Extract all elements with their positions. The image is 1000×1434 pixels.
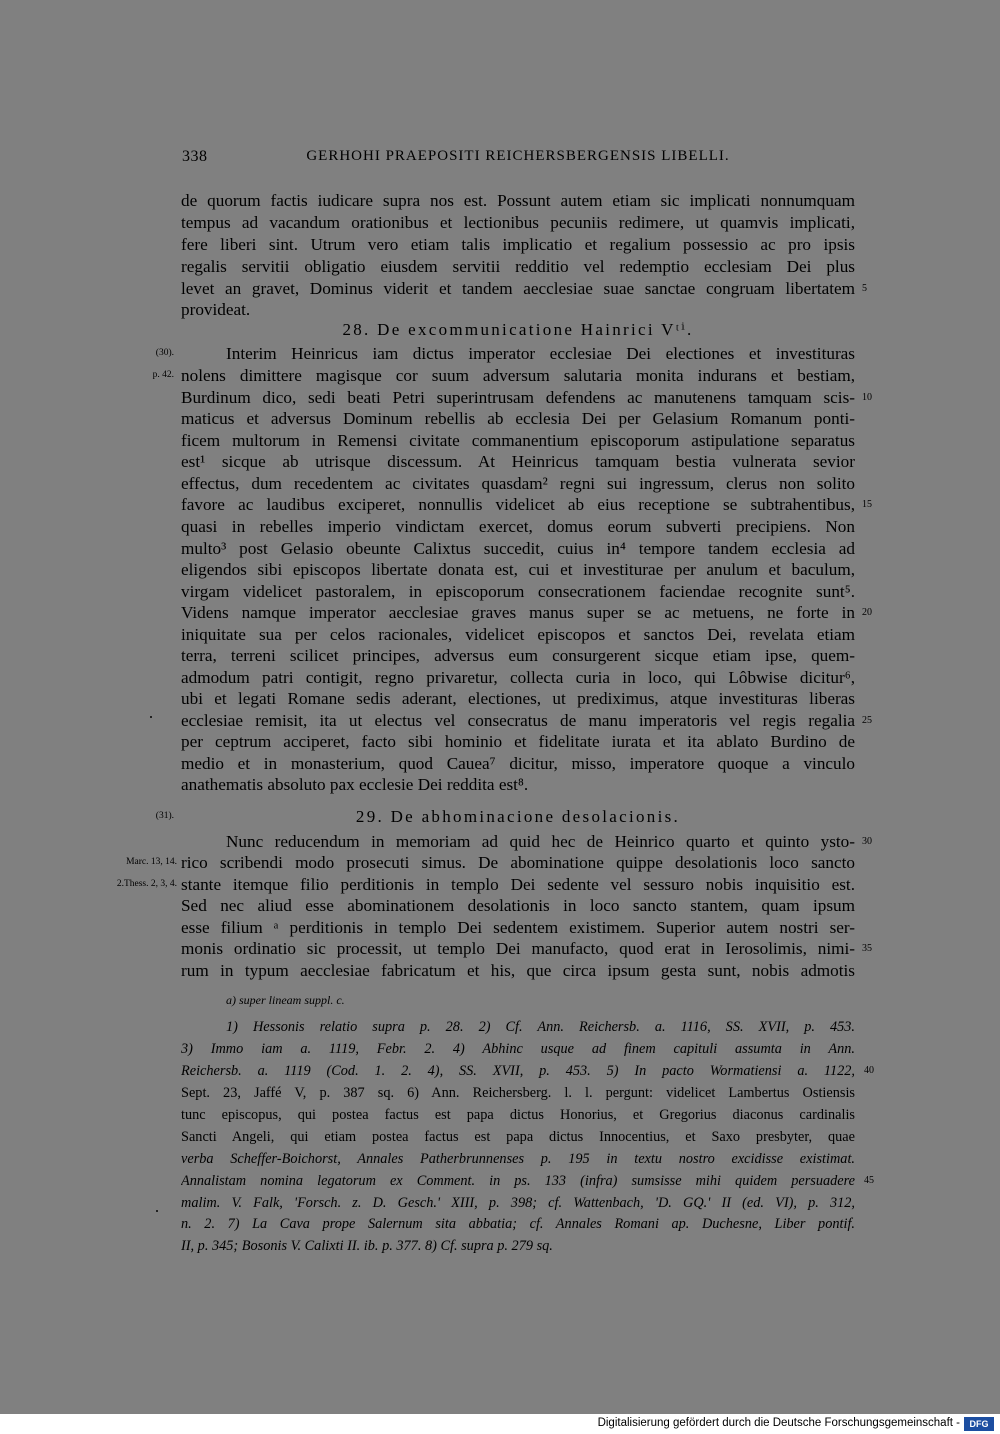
text-line: multo³ post Gelasio obeunte Calixtus succedit, cuius in⁴ tempore tandem ecclesia ad bbox=[181, 539, 855, 558]
footnote-line: n. 2. 7) La Cava prope Salernum sita abbatia; cf. Annales Romani ap. Duchesne, Liber pontif. bbox=[181, 1216, 855, 1232]
text-line: eligendos sibi episcopos libertate donata est, cui et investiturae per anulum et baculum, bbox=[181, 560, 855, 579]
text-line: Videns namque imperator aecclesiae graves manus super se ac metuens, ne forte in bbox=[181, 603, 855, 622]
text-line: esse filium ᵃ perditionis in templo Dei sedentem existimem. Superior autem nostri ser- bbox=[181, 918, 855, 937]
text-line: maticus et adversus Dominum rebellis ab ecclesia Dei per Gelasium Romanum ponti- bbox=[181, 409, 855, 428]
margin-note: p. 42. bbox=[152, 370, 174, 380]
text-line: monis ordinatio sic processit, ut templo Dei manufacto, quod erat in Ierosolimis, nimi- bbox=[181, 939, 855, 958]
text-line: Nunc reducendum in memoriam ad quid hec de Heinrico quarto et quinto ysto- bbox=[226, 832, 855, 851]
text-line: stante itemque filio perditionis in templo Dei sedente vel sessuro nobis inquisitio est. bbox=[181, 875, 855, 894]
footnote-line: malim. V. Falk, 'Forsch. z. D. Gesch.' XIII, p. 398; cf. Wattenbach, 'D. GQ.' II (ed. VI), p. 312, bbox=[181, 1195, 855, 1211]
footnote-line: Sept. 23, Jaffé V, p. 387 sq. 6) Ann. Reichersberg. l. l. pergunt: videlicet Lambertus Ostiensis bbox=[181, 1085, 855, 1101]
text-line: rum in typum aecclesiae fabricatum et his, que circa ipsum gesta sunt, nobis admotis bbox=[181, 961, 855, 980]
text-line: ficem multorum in Remensi civitate commanentium episcoporum astipulatione separatus bbox=[181, 431, 855, 450]
text-line: regalis servitii obligatio eiusdem servitii redditio vel redemptio ecclesiam Dei plus bbox=[181, 257, 855, 276]
margin-note: 2.Thess. 2, 3, 4. bbox=[116, 879, 177, 889]
footnote-line: 1) Hessonis relatio supra p. 28. 2) Cf. Ann. Reichersb. a. 1116, SS. XVII, p. 453. bbox=[226, 1019, 855, 1035]
text-line: quasi in rebelles imperio vindictam exercet, domus eorum subverti precipiens. Non bbox=[181, 517, 855, 536]
margin-note: Marc. 13, 14. bbox=[126, 857, 177, 867]
text-line: rico scribendi modo prosecuti simus. De abominatione quippe desolationis loco sancto bbox=[181, 853, 855, 872]
text-line: virgam videlicet pastoralem, in episcoporum consecrationem faciendae recognite sunt⁵. bbox=[181, 582, 855, 601]
text-line: anathematis absoluto pax ecclesie Dei reddita est⁸. bbox=[181, 775, 529, 794]
text-line: Sed nec aliud esse abominationem desolationis in loco sancto stantem, quam ipsum bbox=[181, 896, 855, 915]
footnote-line: verba Scheffer-Boichorst, Annales Patherbrunnenses p. 195 in textu nostro excidisse existimat. bbox=[181, 1151, 855, 1167]
dfg-logo: DFG bbox=[964, 1417, 994, 1431]
line-number: 10 bbox=[862, 392, 872, 403]
text-line: medio et in monasterium, quod Cauea⁷ dicitur, misso, imperatore quoque a vinculo bbox=[181, 754, 855, 773]
line-number: 30 bbox=[862, 836, 872, 847]
text-line: fere liberi sint. Utrum vero etiam talis implicatio et regalium possessio ac pro ipsis bbox=[181, 235, 855, 254]
text-line: provideat. bbox=[181, 300, 251, 319]
line-number: 15 bbox=[862, 499, 872, 510]
text-line: levet an gravet, Dominus viderit et tandem aecclesiae suae sanctae congruam libertatem bbox=[181, 279, 855, 298]
page-header bbox=[182, 148, 854, 172]
footnote-line: Sancti Angeli, qui etiam postea factus est papa dictus Innocentius, et Saxo presbyter, quae bbox=[181, 1129, 855, 1145]
footnote-line: tunc episcopus, qui postea factus est papa dictus Honorius, et Gregorius diaconus cardinalis bbox=[181, 1107, 855, 1123]
chapter-heading-28: 28. De excommunicatione Hainrici Vᵗⁱ. bbox=[342, 320, 694, 339]
line-number: 5 bbox=[862, 283, 867, 294]
text-line: effectus, dum recedentem ac civitates quasdam² regni sui ingressum, clerus non solito bbox=[181, 474, 855, 493]
page-number: 338 bbox=[182, 148, 208, 165]
text-line: tempus ad vacandum orationibus et lectionibus pecuniis redimere, ut quamvis implicati, bbox=[181, 213, 855, 232]
text-line: ubi et legati Romane sedis aderant, electiones, ut prediximus, atque investituras liberas bbox=[181, 689, 855, 708]
scan-speck bbox=[156, 1210, 158, 1212]
footnote-line: 3) Immo iam a. 1119, Febr. 2. 4) Abhinc usque ad finem capituli assumta in Ann. bbox=[181, 1041, 855, 1057]
footnote-a: a) super lineam suppl. c. bbox=[226, 993, 345, 1007]
footer-credit-bar bbox=[0, 1414, 1000, 1434]
line-number: 20 bbox=[862, 607, 872, 618]
footnote-line-number: 45 bbox=[864, 1175, 874, 1186]
text-line: nolens dimittere magisque cor suum adversum salutaria monita indurans et bestiam, bbox=[181, 366, 855, 385]
text-line: iniquitate sua per celos racionales, videlicet episcopos et sanctos Dei, revelata etiam bbox=[181, 625, 855, 644]
footnote-line: Annalistam nomina legatorum ex Comment. in ps. 133 (infra) sumsisse mihi quidem persuadere bbox=[181, 1173, 855, 1189]
text-line: terra, terreni scilicet principes, adversus eum consurgerent sicque etiam ipse, quem- bbox=[181, 646, 855, 665]
text-line: admodum patri contigit, regno privaretur, collecta curia in loco, qui Lôbwise dicitur⁶, bbox=[181, 668, 855, 687]
text-line: Interim Heinricus iam dictus imperator ecclesiae Dei electiones et investituras bbox=[226, 344, 855, 363]
text-line: per ceptrum acciperet, facto sibi hominio et fidelitate iurata et ita ablato Burdino de bbox=[181, 732, 855, 751]
text-line: Burdinum dico, sedi beati Petri superintrusam defendens ac manutenens tamquam scis- bbox=[181, 388, 855, 407]
text-line: favore ac laudibus exciperet, nonnullis videlicet ab eius receptione se subtrahentibus, bbox=[181, 495, 855, 514]
scan-speck bbox=[150, 716, 152, 718]
line-number: 35 bbox=[862, 943, 872, 954]
chapter-heading-29: 29. De abhominacione desolacionis. bbox=[355, 807, 681, 826]
text-line: est¹ sicque ab utrisque discessum. At Heinricus tamquam bestia vulnerata sevior bbox=[181, 452, 855, 471]
text-line: de quorum factis iudicare supra nos est. Possunt autem etiam sic implicati nonnumquam bbox=[181, 191, 855, 210]
running-title: GERHOHI PRAEPOSITI REICHERSBERGENSIS LIBELLI. bbox=[306, 148, 730, 164]
footnote-line: II, p. 345; Bosonis V. Calixti II. ib. p. 377. 8) Cf. supra p. 279 sq. bbox=[181, 1238, 553, 1254]
margin-note: (30). bbox=[155, 348, 174, 358]
footnote-line: Reichersb. a. 1119 (Cod. 1. 2. 4), SS. XVII, p. 453. 5) In pacto Wormatiensi a. 1122, bbox=[181, 1063, 855, 1079]
text-line: ecclesiae remisit, ita ut electus vel consecratus de manu imperatoris vel regis regalia bbox=[181, 711, 855, 730]
line-number: 25 bbox=[862, 715, 872, 726]
dfg-credit-text: Digitalisierung gefördert durch die Deutsche Forschungsgemeinschaft - bbox=[597, 1417, 960, 1429]
footnote-line-number: 40 bbox=[864, 1065, 874, 1076]
margin-note: (31). bbox=[155, 811, 174, 821]
